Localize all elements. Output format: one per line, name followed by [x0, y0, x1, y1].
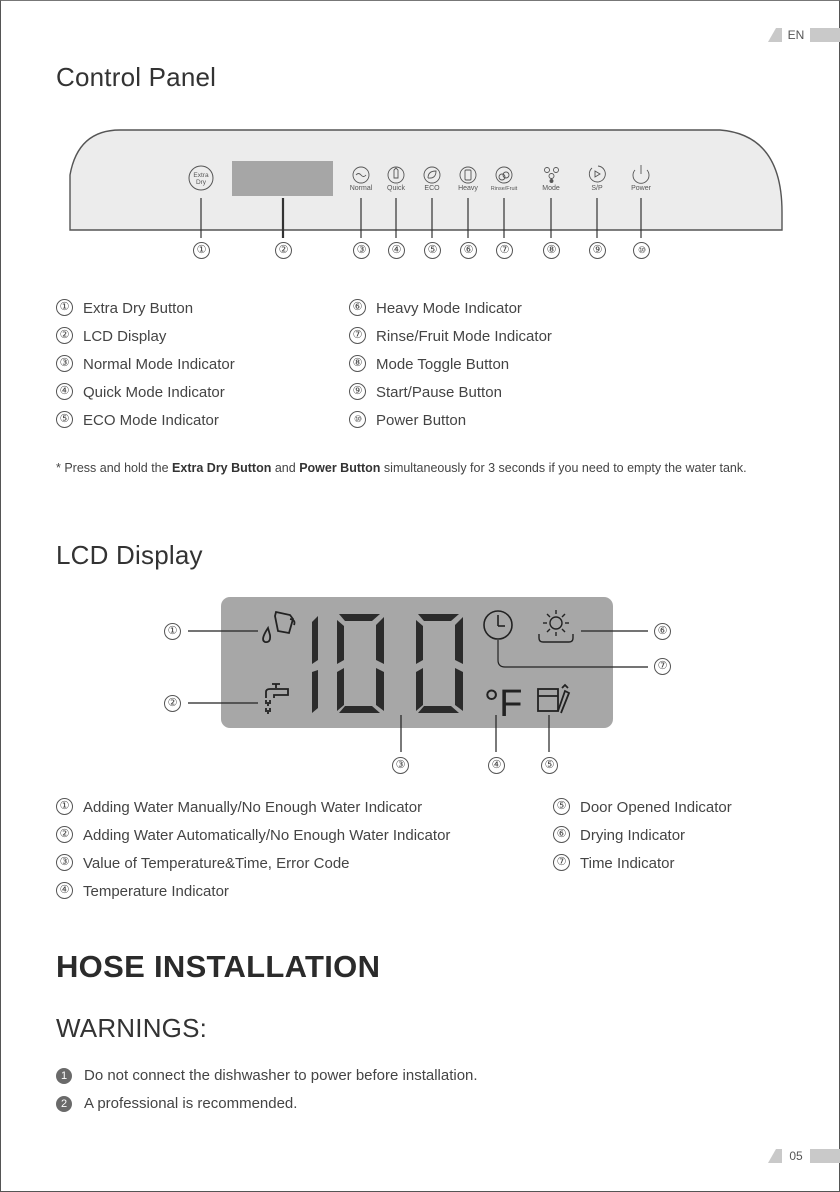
callout-4: ④ — [388, 242, 405, 259]
callout-2: ② — [275, 242, 292, 259]
legend-item: ③ Value of Temperature&Time, Error Code — [56, 855, 350, 873]
page-number-tab — [768, 1149, 840, 1163]
callout-1: ① — [193, 242, 210, 259]
sp-label: S/P — [591, 185, 603, 192]
rinse-fruit-label: Rinse/Fruit — [490, 186, 518, 192]
legend-item: ⑧ Mode Toggle Button — [349, 356, 509, 374]
legend-item: ③ Normal Mode Indicator — [56, 356, 235, 374]
legend-item: ⑦ Time Indicator — [553, 855, 674, 873]
legend-item: ① Adding Water Manually/No Enough Water Indicator — [56, 799, 422, 817]
lcd-callout-2: ② — [164, 695, 181, 712]
quick-label: Quick — [387, 185, 405, 192]
legend-item: ① Extra Dry Button — [56, 300, 193, 318]
power-label: Power — [631, 185, 651, 192]
callout-9: ⑨ — [589, 242, 606, 259]
legend-item: ② Adding Water Automatically/No Enough Water Indicator — [56, 827, 450, 845]
legend-item: ④ Quick Mode Indicator — [56, 384, 225, 402]
hose-installation-title: HOSE INSTALLATION — [56, 949, 381, 984]
callout-6: ⑥ — [460, 242, 477, 259]
legend-item: ⑩ Power Button — [349, 412, 466, 430]
warnings-title: WARNINGS: — [56, 1013, 208, 1043]
normal-label: Normal — [349, 185, 373, 192]
extra-dry-label: Extra Dry — [193, 172, 209, 186]
language-label: EN — [782, 27, 810, 43]
temperature-unit-text: °F — [484, 683, 523, 725]
legend-item: ⑥ Heavy Mode Indicator — [349, 300, 522, 318]
callout-7: ⑦ — [496, 242, 513, 259]
legend-item: ⑤ Door Opened Indicator — [553, 799, 732, 817]
eco-label: ECO — [424, 185, 440, 192]
mode-label: Mode — [542, 185, 560, 192]
legend-item: ② LCD Display — [56, 328, 166, 346]
lcd-callout-1: ① — [164, 623, 181, 640]
legend-item: ④ Temperature Indicator — [56, 883, 229, 901]
lcd-callout-4: ④ — [488, 757, 505, 774]
warning-item: 1 Do not connect the dishwasher to power before installation. — [56, 1067, 478, 1085]
lcd-callout-3: ③ — [392, 757, 409, 774]
legend-item: ⑥ Drying Indicator — [553, 827, 685, 845]
callout-3: ③ — [353, 242, 370, 259]
lcd-callout-7: ⑦ — [654, 658, 671, 675]
legend-item: ⑤ ECO Mode Indicator — [56, 412, 219, 430]
page-number: 05 — [782, 1148, 810, 1164]
control-panel-title: Control Panel — [56, 62, 217, 92]
legend-item: ⑦ Rinse/Fruit Mode Indicator — [349, 328, 552, 346]
heavy-label: Heavy — [458, 185, 478, 192]
legend-item: ⑨ Start/Pause Button — [349, 384, 502, 402]
callout-10: ⑩ — [633, 242, 650, 259]
callout-5: ⑤ — [424, 242, 441, 259]
lcd-callout-6: ⑥ — [654, 623, 671, 640]
lcd-display-title: LCD Display — [56, 540, 203, 570]
control-panel-note: * Press and hold the Extra Dry Button and Power Button simultaneously for 3 seconds if you need to empty the water tank. — [56, 461, 747, 475]
callout-8: ⑧ — [543, 242, 560, 259]
lcd-callout-5: ⑤ — [541, 757, 558, 774]
warning-item: 2 A professional is recommended. — [56, 1095, 297, 1113]
